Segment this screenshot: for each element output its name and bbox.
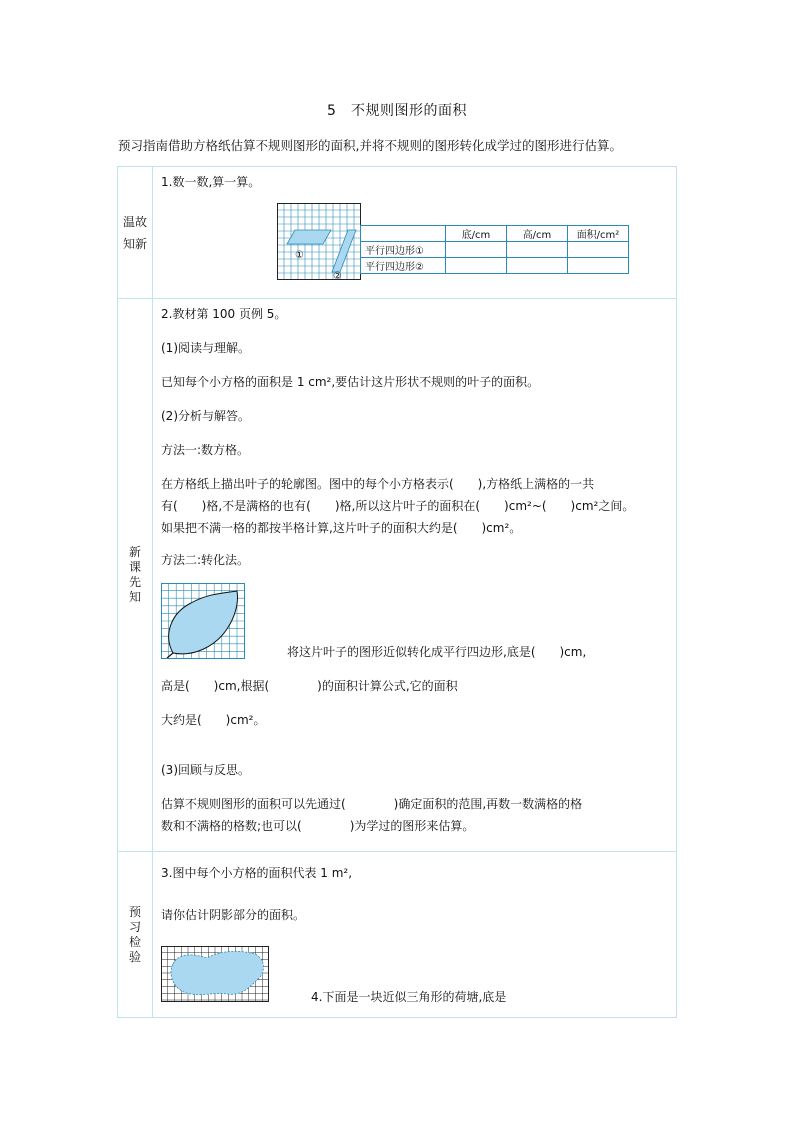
shaded-grid-figure (161, 946, 269, 1002)
step-3: (3)回顾与反思。 (161, 763, 250, 777)
worksheet-table (117, 166, 677, 1018)
question-3: 3.图中每个小方格的面积代表 1 m², (161, 866, 353, 880)
answer-cell[interactable] (507, 258, 568, 274)
text-line: 将这片叶子的图形近似转化成平行四边形,底是( )cm, (287, 645, 587, 659)
parallelogram-1 (287, 230, 331, 244)
section-label-preview: 预 习 检 验 (118, 852, 153, 1018)
table-row: 平行四边形① (361, 242, 629, 258)
answer-cell[interactable] (446, 242, 507, 258)
text-line: 估算不规则图形的面积可以先通过( )确定面积的范围,再数一数满格的格 (161, 797, 583, 811)
answer-cell[interactable] (568, 258, 629, 274)
text-line: 大约是( )cm²。 (161, 713, 266, 727)
text-line: 已知每个小方格的面积是 1 cm²,要估计这片形状不规则的叶子的面积。 (161, 375, 540, 389)
text-line: 高是( )cm,根据( )的面积计算公式,它的面积 (161, 679, 458, 693)
text-line: 在方格纸上描出叶子的轮廓图。图中的每个小方格表示( ),方格纸上满格的一共 (161, 477, 595, 491)
question-2: 2.教材第 100 页例 5。 (161, 307, 287, 321)
step-1: (1)阅读与理解。 (161, 341, 250, 355)
step-2: (2)分析与解答。 (161, 409, 250, 423)
warmup-cell (153, 167, 677, 299)
page-title: 5 不规则图形的面积 (327, 103, 467, 119)
text-line: 如果把不满一格的都按半格计算,这片叶子的面积大约是( )cm²。 (161, 521, 522, 535)
answer-cell[interactable] (568, 242, 629, 258)
preview-guide: 预习指南借助方格纸估算不规则图形的面积,并将不规则的图形转化成学过的图形进行估算。 (118, 138, 622, 153)
section-label-warmup: 温故 知新 (118, 167, 153, 299)
method-2: 方法二:转化法。 (161, 553, 250, 567)
method-1: 方法一:数方格。 (161, 443, 250, 457)
parallelogram-grid-figure (277, 203, 361, 280)
question-4: 4.下面是一块近似三角形的荷塘,底是 (311, 990, 507, 1004)
answer-cell[interactable] (446, 258, 507, 274)
table-row: 平行四边形② (361, 258, 629, 274)
text-line: 有( )格,不是满格的也有( )格,所以这片叶子的面积在( )cm²~( )cm²之间。 (161, 499, 635, 513)
shape-label-1: ① (295, 250, 304, 261)
leaf-grid-figure (161, 583, 245, 659)
section-label-new-lesson: 新 课 先 知 (118, 299, 153, 852)
col-height: 高/cm (507, 226, 568, 242)
preview-cell (153, 852, 677, 1018)
text-line: 数和不满格的格数;也可以( )为学过的图形来估算。 (161, 819, 475, 833)
question-1: 1.数一数,算一算。 (161, 175, 261, 189)
parallelogram-table (360, 225, 629, 274)
shaded-region (171, 951, 263, 994)
leaf-shape (169, 591, 238, 654)
answer-cell[interactable] (507, 242, 568, 258)
col-base: 底/cm (446, 226, 507, 242)
text-line: 请你估计阴影部分的面积。 (161, 908, 306, 922)
col-area: 面积/cm² (568, 226, 629, 242)
shape-label-2: ② (333, 271, 342, 280)
new-lesson-cell (153, 299, 677, 852)
leaf-stem (167, 653, 173, 658)
